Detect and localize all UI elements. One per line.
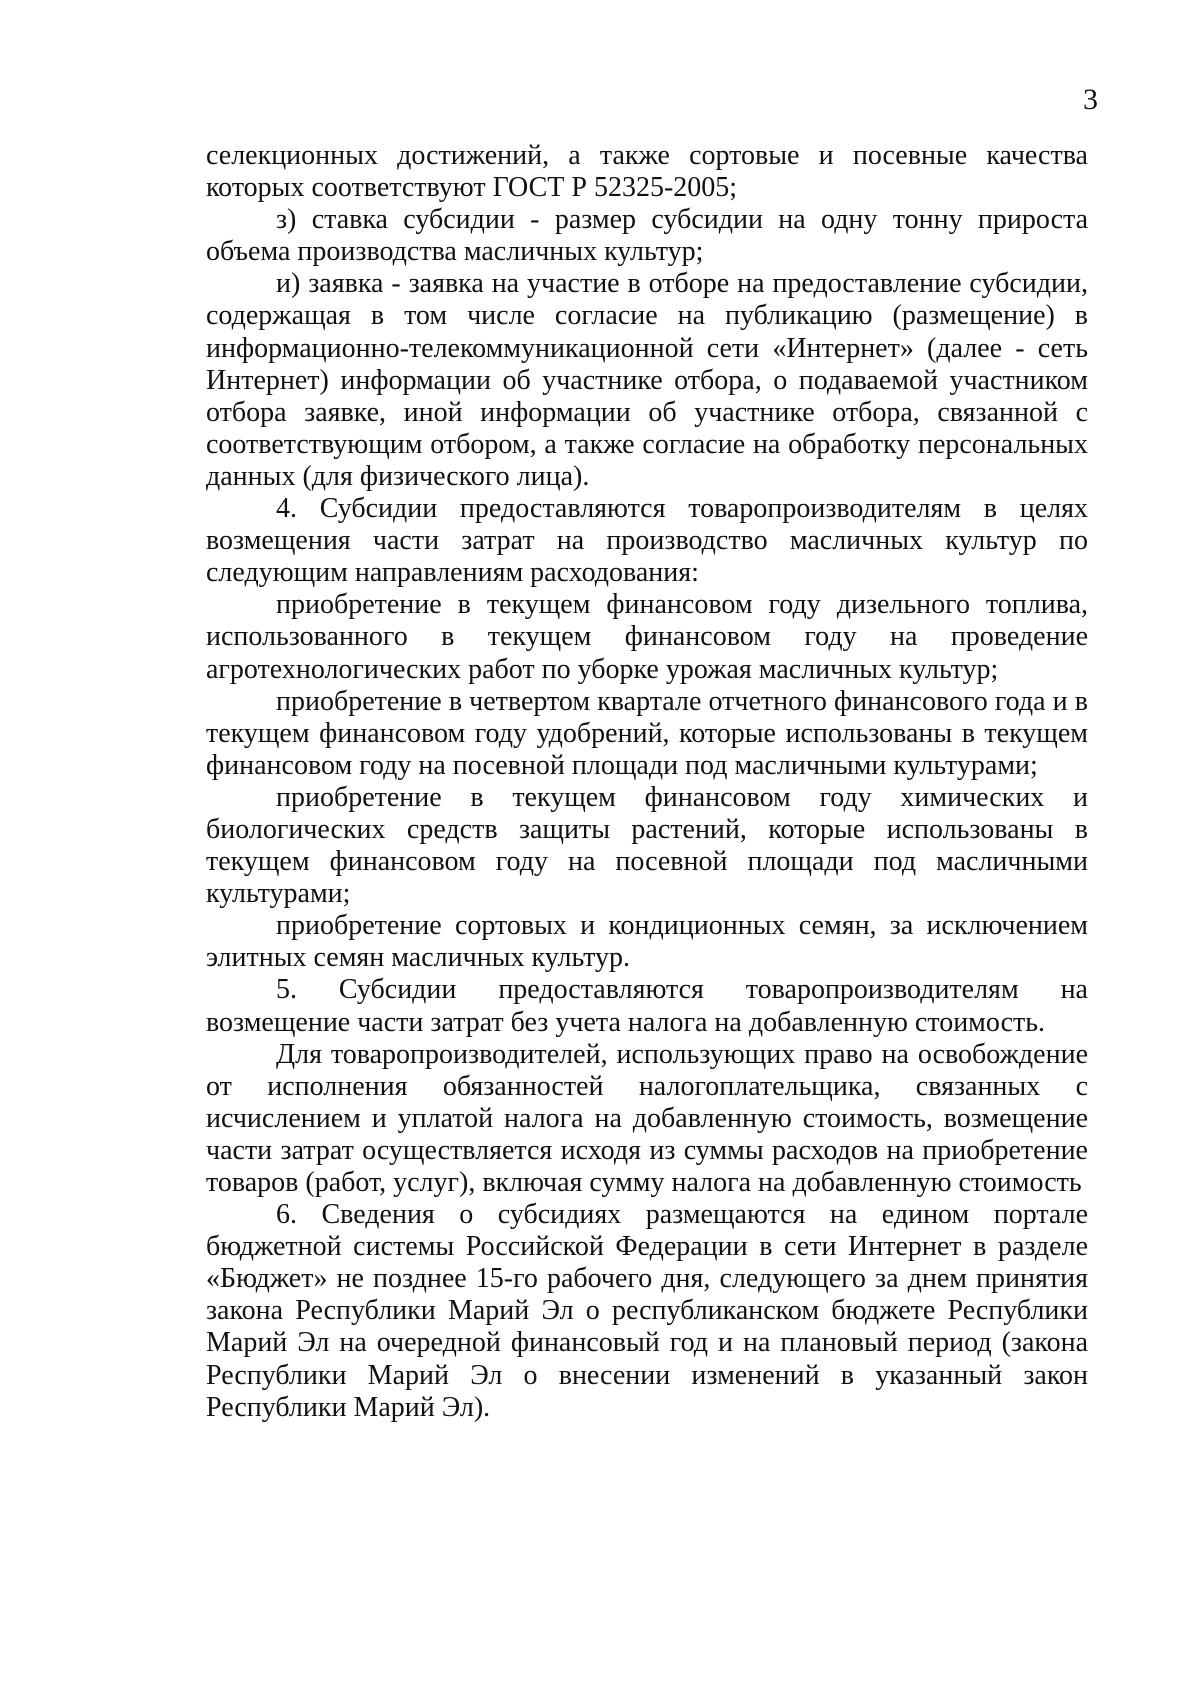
paragraph-item-4-subsidies: 4. Субсидии предоставляются товаропроизводителям в целях возмещения части затрат на производство масличных культур по следующим направлениям расходования: (206, 493, 1088, 589)
paragraph-subsidy-rate-definition: з) ставка субсидии - размер субсидии на одну тонну прироста объема производства масличных культур; (206, 204, 1088, 268)
paragraph-vat-exemption: Для товаропроизводителей, использующих право на освобождение от исполнения обязанностей налогоплательщика, связанных с исчислением и уплатой налога на добавленную стоимость, возмещение части затрат осуществляется исходя из суммы расходов на приобретение товаров (работ, услуг), включая сумму налога на добавленную стоимость (206, 1038, 1088, 1198)
document-body (206, 140, 1088, 1424)
paragraph-plant-protection: приобретение в текущем финансовом году химических и биологических средств защиты растений, которые использованы в текущем финансовом году на посевной площади под масличными культурами; (206, 781, 1088, 910)
paragraph-item-6-portal: 6. Сведения о субсидиях размещаются на едином портале бюджетной системы Российской Федерации в сети Интернет в разделе «Бюджет» не позднее 15-го рабочего дня, следующего за днем принятия закона Республики Марий Эл о республиканском бюджете Республики Марий Эл на очередной финансовый год и на плановый период (закона Республики Марий Эл о внесении изменений в указанный закон Республики Марий Эл). (206, 1199, 1088, 1423)
paragraph-seeds: приобретение сортовых и кондиционных семян, за исключением элитных семян масличных культур. (206, 910, 1088, 974)
paragraph-application-definition: и) заявка - заявка на участие в отборе на предоставление субсидии, содержащая в том числе согласие на публикацию (размещение) в информационно-телекоммуникационной сети «Интернет» (далее - сеть Интернет) информации об участнике отбора, о подаваемой участником отбора заявке, иной информации об участнике отбора, связанной с соответствующим отбором, а также согласие на обработку персональных данных (для физического лица). (206, 268, 1088, 492)
paragraph-breeding-achievements: селекционных достижений, а также сортовые и посевные качества которых соответствуют ГОСТ Р 52325-2005; (206, 140, 1088, 204)
paragraph-fertilizers: приобретение в четвертом квартале отчетного финансового года и в текущем финансовом году удобрений, которые использованы в текущем финансовом году на посевной площади под масличными культурами; (206, 685, 1088, 781)
paragraph-item-5-vat: 5. Субсидии предоставляются товаропроизводителям на возмещение части затрат без учета налога на добавленную стоимость. (206, 974, 1088, 1038)
page-number: 3 (1083, 83, 1098, 116)
paragraph-diesel-fuel: приобретение в текущем финансовом году дизельного топлива, использованного в текущем финансовом году на проведение агротехнологических работ по уборке урожая масличных культур; (206, 589, 1088, 685)
